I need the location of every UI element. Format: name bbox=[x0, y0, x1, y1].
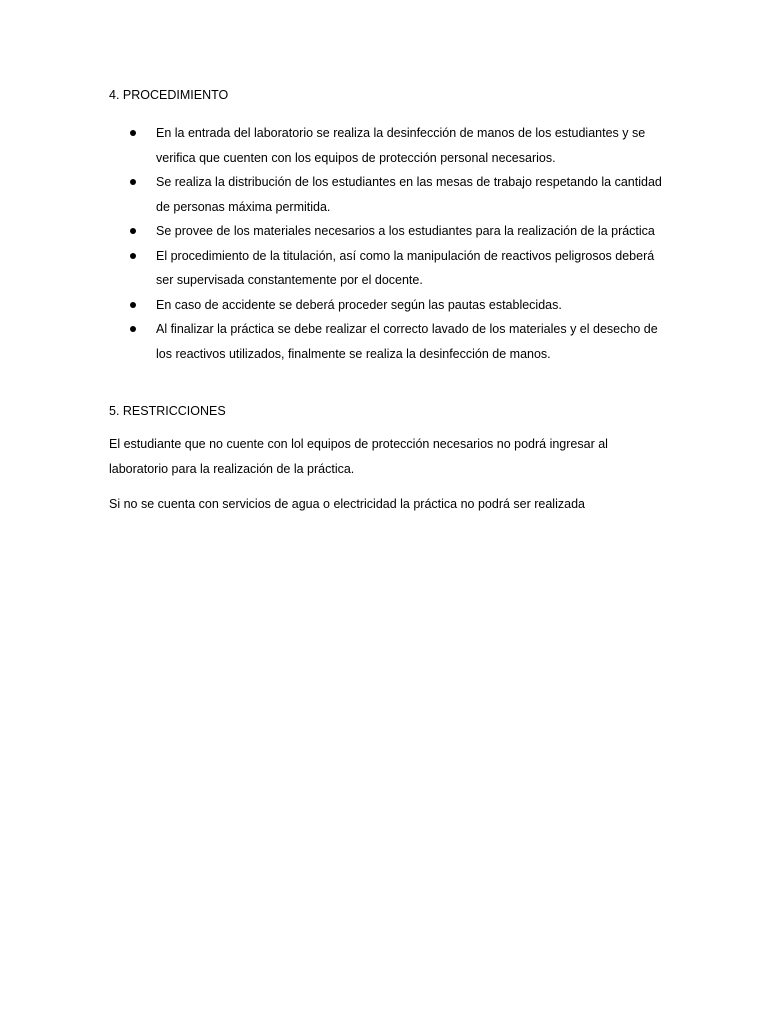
bullet-icon bbox=[130, 130, 136, 136]
list-item bbox=[109, 317, 669, 366]
bullet-icon bbox=[130, 253, 136, 259]
restricciones-heading: 5. RESTRICCIONES bbox=[109, 404, 226, 418]
procedimiento-heading: 4. PROCEDIMIENTO bbox=[109, 88, 229, 102]
list-item-text: El procedimiento de la titulación, así como la manipulación de reactivos peligrosos deberá ser supervisada constantemente por el docente. bbox=[156, 248, 655, 287]
restricciones-paragraph: Si no se cuenta con servicios de agua o electricidad la práctica no podrá ser realizada bbox=[109, 497, 585, 511]
bullet-icon bbox=[130, 302, 136, 308]
procedimiento-list bbox=[109, 121, 669, 366]
list-item bbox=[109, 170, 669, 219]
list-item bbox=[109, 121, 669, 170]
list-item-text: Se provee de los materiales necesarios a los estudiantes para la realización de la práctica bbox=[156, 224, 655, 238]
bullet-icon bbox=[130, 179, 136, 185]
restricciones-paragraph: El estudiante que no cuente con lol equipos de protección necesarios no podrá ingresar al laboratorio para la realización de la práctica. bbox=[109, 437, 608, 476]
list-item bbox=[109, 219, 669, 244]
bullet-icon bbox=[130, 228, 136, 234]
bullet-icon bbox=[130, 326, 136, 332]
list-item-text: Se realiza la distribución de los estudiantes en las mesas de trabajo respetando la cantidad de personas máxima permitida. bbox=[156, 175, 662, 214]
list-item bbox=[109, 293, 669, 318]
list-item-text: En caso de accidente se deberá proceder según las pautas establecidas. bbox=[156, 297, 562, 312]
list-item-text: Al finalizar la práctica se debe realizar el correcto lavado de los materiales y el desecho de los reactivos utilizados, finalmente se realiza la desinfección de manos. bbox=[156, 322, 658, 361]
list-item-text: En la entrada del laboratorio se realiza la desinfección de manos de los estudiantes y se verifica que cuenten con los equipos de protección personal necesarios. bbox=[156, 126, 646, 165]
list-item bbox=[109, 244, 669, 293]
